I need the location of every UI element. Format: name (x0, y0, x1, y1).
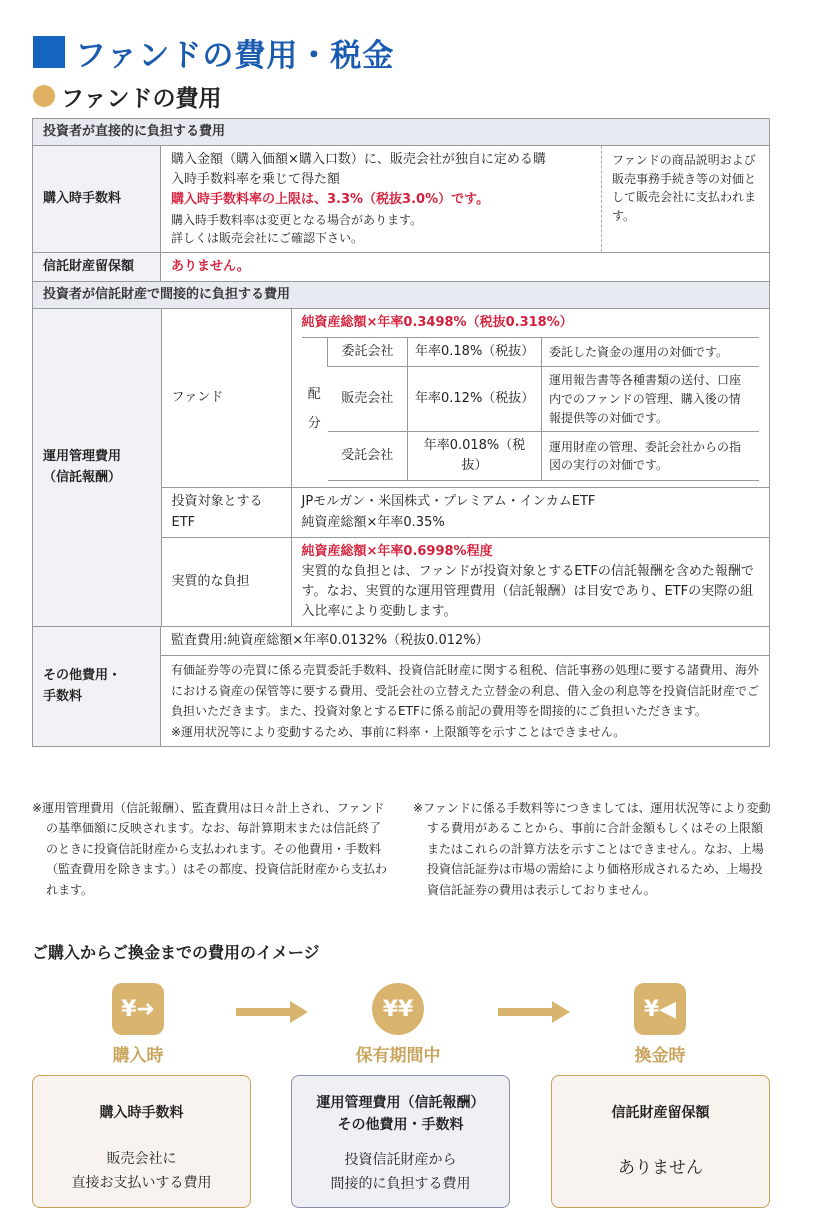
purchase-fee-line1: 購入金額（購入価額×購入口数）に、販売会社が独自に定める購 (171, 152, 546, 168)
breakdown-company: 委託会社 (328, 338, 408, 367)
haibun-char-2: 分 (307, 415, 321, 431)
stage-purchase (68, 983, 208, 1066)
box-purchase-body-line1: 販売会社に (106, 1151, 177, 1168)
box-holding (291, 1075, 510, 1208)
direct-cost-section: 投資者が直接的に負担する費用 (33, 119, 770, 146)
box-holding-body-line1: 投資信託財産から (344, 1151, 457, 1168)
fund-fee-detail (291, 309, 769, 488)
page-title-text: ファンドの費用・税金 (75, 37, 395, 74)
trust-reserve-value: ありません。 (161, 252, 770, 281)
flow-title: ご購入からご換金までの費用のイメージ (32, 943, 320, 962)
footnote-right-text: ※ファンドに係る手数料等につきましては、運用状況等により変動する費用があることから、事前に合計金額もしくはその上限額またはこれらの計算方法を示すことはできません。なお、上場投資信託証券は市場の需給により価格形成されるため、上場投資信託証券の費用は表示しておりません。 (413, 801, 771, 897)
breakdown-rate: 年率0.12%（税抜） (408, 367, 542, 432)
breakdown-desc: 運用財産の管理、委託会社からの指図の実行の対価です。 (542, 432, 760, 481)
box-purchase-title: 購入時手数料 (99, 1105, 184, 1121)
management-fee-label-line1: 運用管理費用 (43, 449, 122, 465)
breakdown-company: 受託会社 (328, 432, 408, 481)
fund-label: ファンド (161, 309, 291, 488)
section-subtitle (33, 80, 222, 112)
breakdown-desc: 委託した資金の運用の対価です。 (542, 338, 760, 367)
purchase-fee-detail (161, 146, 602, 253)
footnote-right (413, 798, 773, 900)
audit-fee: 監査費用:純資産総額×年率0.0132%（税抜0.012%） (161, 627, 769, 656)
yen-out-icon: ¥◀ (634, 983, 686, 1035)
footnote-left (32, 798, 392, 900)
table-row (302, 432, 760, 481)
haibun-label (302, 338, 328, 481)
breakdown-desc: 運用報告書等各種書類の送付、口座内でのファンドの管理、購入後の情報提供等の対価です。 (542, 367, 760, 432)
etf-label: 投資対象とするETF (161, 488, 291, 537)
etf-rate: 純資産総額×年率0.35% (301, 514, 445, 530)
fee-breakdown-table (302, 337, 760, 481)
box-redeem-title: 信託財産留保額 (611, 1105, 710, 1121)
real-cost-label: 実質的な負担 (161, 537, 291, 626)
purchase-fee-purpose: ファンドの商品説明および販売事務手続き等の対価として販売会社に支払われます。 (602, 146, 770, 253)
other-fee-detail (161, 627, 770, 747)
purchase-fee-line2: 入時手数料率を乗じて得た額 (171, 172, 341, 188)
stage-redeem-label: 換金時 (634, 1046, 686, 1066)
table-row (302, 367, 760, 432)
section-subtitle-text: ファンドの費用 (61, 85, 222, 112)
management-fee-label (33, 309, 161, 626)
purchase-fee-label: 購入時手数料 (33, 146, 161, 253)
purchase-fee-note1: 購入時手数料率は変更となる場合があります。 (171, 212, 423, 227)
other-fee-label-line1: その他費用・ (43, 668, 122, 684)
stage-holding (328, 983, 468, 1066)
real-cost-desc: 実質的な負担とは、ファンドが投資対象とするETFの信託報酬を含めた報酬です。なお、実質的な運用管理費用（信託報酬）は目安であり、ETFの実際の組入比率により変動します。 (301, 563, 754, 620)
arrow-right-icon (498, 1001, 570, 1023)
table-row (302, 338, 760, 367)
box-redeem-body: ありません (618, 1158, 703, 1179)
box-holding-body-line2: 間接的に負担する費用 (330, 1175, 471, 1192)
other-fee-label (33, 627, 161, 747)
breakdown-company: 販売会社 (328, 367, 408, 432)
real-cost-total: 純資産総額×年率0.6998%程度 (301, 543, 493, 559)
management-fee-block (33, 309, 770, 627)
title-square-icon (33, 36, 65, 68)
breakdown-rate: 年率0.018%（税抜） (408, 432, 542, 481)
etf-detail (291, 488, 769, 537)
trust-reserve-label: 信託財産留保額 (33, 252, 161, 281)
stage-redeem (590, 983, 730, 1066)
stage-purchase-label: 購入時 (112, 1046, 164, 1066)
stage-holding-label: 保有期間中 (355, 1046, 441, 1066)
box-holding-title-line1: 運用管理費用（信託報酬） (316, 1095, 485, 1111)
fee-table (32, 118, 770, 747)
management-fee-label-line2: （信託報酬） (43, 469, 122, 485)
yen-bag-icon: ¥¥ (372, 983, 424, 1035)
page-title (33, 32, 394, 72)
box-purchase-body (33, 1148, 250, 1196)
arrow-right-icon (236, 1001, 308, 1023)
box-holding-title (292, 1092, 509, 1137)
box-holding-body (292, 1149, 509, 1197)
other-fee-label-line2: 手数料 (43, 688, 83, 704)
real-cost-detail (291, 537, 769, 626)
other-fee-desc-block (161, 656, 769, 746)
haibun-char-1: 配 (307, 386, 321, 402)
fund-fee-total: 純資産総額×年率0.3498%（税抜0.318%） (301, 315, 573, 331)
other-fee-note: ※運用状況等により変動するため、事前に料率・上限額等を示すことはできません。 (171, 724, 626, 739)
box-purchase-body-line2: 直接お支払いする費用 (71, 1175, 212, 1192)
bullet-dot-icon (33, 85, 55, 107)
purchase-fee-note2: 詳しくは販売会社にご確認下さい。 (171, 231, 364, 246)
etf-name: JPモルガン・米国株式・プレミアム・インカムETF (301, 494, 596, 510)
yen-in-icon: ¥➜ (112, 983, 164, 1035)
breakdown-rate: 年率0.18%（税抜） (408, 338, 542, 367)
footnote-left-text: ※運用管理費用（信託報酬）、監査費用は日々計上され、ファンドの基準価額に反映されます。なお、毎計算期末または信託終了のときに投資信託財産から支払われます。その他費用・手数料（監査費用を除きます。）はその都度、投資信託財産から支払われます。 (32, 801, 388, 897)
purchase-fee-cap: 購入時手数料率の上限は、3.3%（税抜3.0%）です。 (171, 192, 490, 208)
box-purchase (32, 1075, 251, 1208)
box-redeem (551, 1075, 770, 1208)
indirect-cost-section: 投資者が信託財産で間接的に負担する費用 (33, 281, 770, 308)
other-fee-desc: 有価証券等の売買に係る売買委託手数料、投資信託財産に関する租税、信託事務の処理に要する諸費用、海外における資産の保管等に要する費用、受託会社の立替えた立替金の利息、借入金の利息等を投資信託財産でご負担いただきます。また、投資対象とするETFに係る前記の費用等を間接的にご負担いただきます。 (171, 663, 760, 719)
box-holding-title-line2: その他費用・手数料 (337, 1117, 464, 1134)
